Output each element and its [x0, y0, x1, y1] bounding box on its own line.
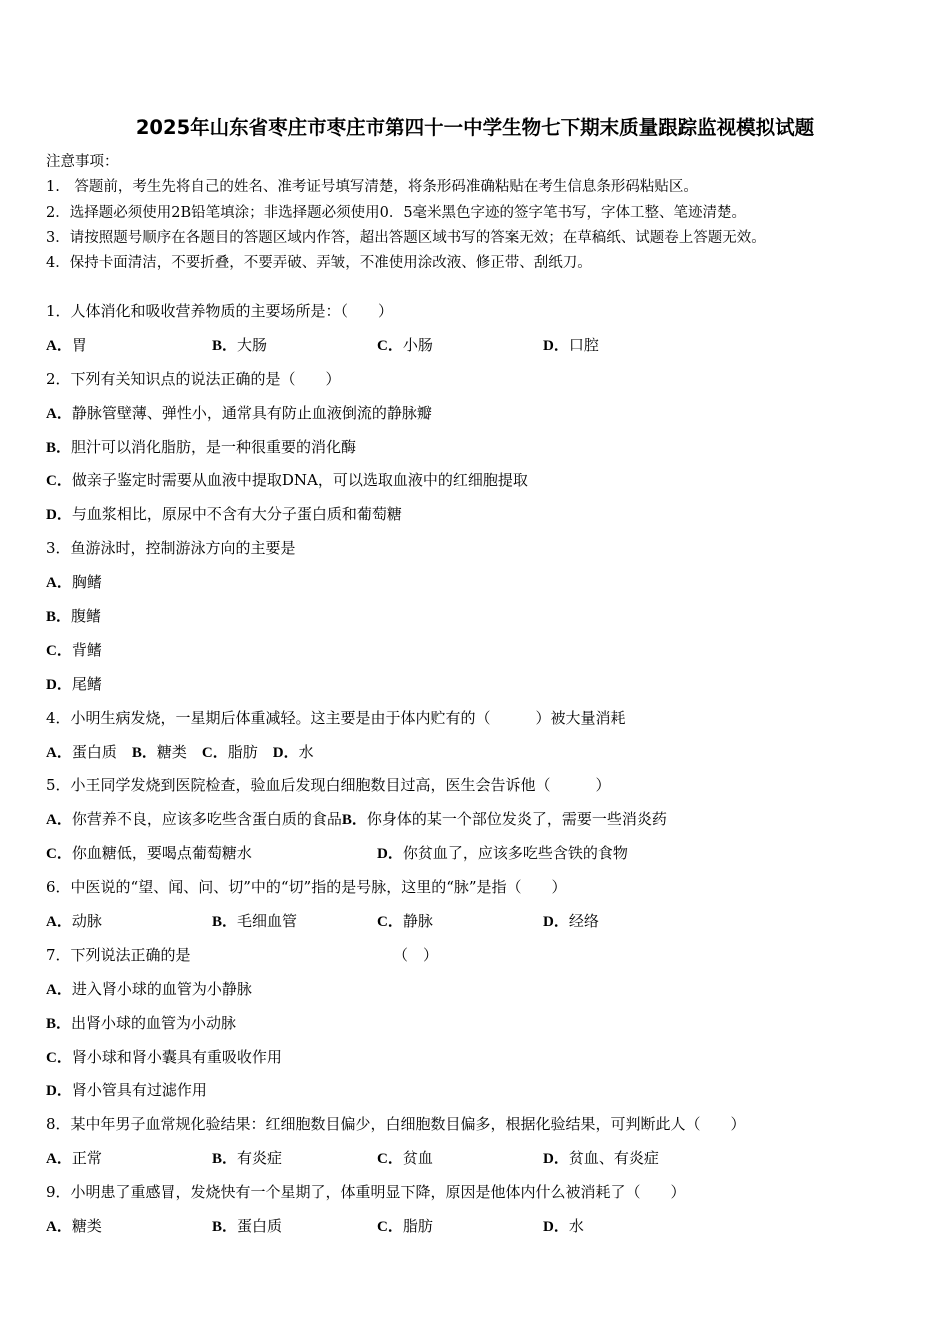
- option-row: [46, 1144, 926, 1178]
- option-b: B．有炎症: [212, 1149, 283, 1168]
- option-b: B．胆汁可以消化脂肪，是一种很重要的消化酶: [46, 437, 357, 456]
- option-c: C．静脉: [377, 912, 433, 931]
- option-d: D．尾鳍: [46, 674, 102, 693]
- question-stem: 5．小王同学发烧到医院检查，验血后发现白细胞数目过高，医生会告诉他（ ）: [46, 776, 611, 795]
- option-b: B．糖类: [131, 742, 202, 761]
- option-row: [46, 907, 926, 941]
- option-d: D．口腔: [543, 335, 599, 354]
- option-a: A．静脉管壁薄、弹性小，通常具有防止血液倒流的静脉瓣: [46, 403, 432, 422]
- option-a: A．进入肾小球的血管为小静脉: [46, 979, 252, 998]
- option-c: C．背鳍: [46, 640, 102, 659]
- notice-item: 3．请按照题号顺序在各题目的答题区域内作答，超出答题区域书写的答案无效；在草稿纸、试题卷上答题无效。: [46, 229, 766, 246]
- option-d: D．水: [272, 742, 314, 761]
- option-d: D．与血浆相比，原尿中不含有大分子蛋白质和葡萄糖: [46, 505, 402, 524]
- option-row: [46, 1212, 926, 1246]
- option-row: [46, 331, 926, 365]
- question-stem: 2．下列有关知识点的说法正确的是（ ）: [46, 369, 341, 388]
- option-a: A．胃: [46, 335, 87, 354]
- question-stem: 4．小明生病发烧，一星期后体重减轻。这主要是由于体内贮有的（ ）被大量消耗: [46, 708, 626, 727]
- option-row: [46, 805, 926, 839]
- page-title: 2025年山东省枣庄市枣庄市第四十一中学生物七下期末质量跟踪监视模拟试题: [135, 116, 815, 139]
- option-d: D．贫血、有炎症: [543, 1149, 659, 1168]
- option-a: A．正常: [46, 1149, 102, 1168]
- option-c: C．做亲子鉴定时需要从血液中提取DNA，可以选取血液中的红细胞提取: [46, 471, 528, 490]
- notice-item: 1. 答题前，考生先将自己的姓名、准考证号填写清楚，将条形码准确粘贴在考生信息条形码粘贴区。: [46, 179, 698, 196]
- question-list: [46, 297, 926, 1246]
- option-row: [46, 738, 926, 772]
- option-a: A．你营养不良，应该多吃些含蛋白质的食品: [46, 810, 342, 829]
- notice-item: 4．保持卡面清洁，不要折叠，不要弄破、弄皱，不准使用涂改液、修正带、刮纸刀。: [46, 255, 592, 272]
- option-b: B．腹鳍: [46, 607, 102, 626]
- option-c: C．脂肪: [377, 1217, 433, 1236]
- option-a: A．蛋白质: [46, 742, 132, 761]
- option-c: C．小肠: [377, 335, 433, 354]
- option-a: A．胸鳍: [46, 573, 102, 592]
- option-a: A．动脉: [46, 912, 102, 931]
- option-c: C．你血糖低，要喝点葡萄糖水: [46, 844, 252, 863]
- question-stem: 3．鱼游泳时，控制游泳方向的主要是: [46, 539, 296, 558]
- option-b: B．你身体的某一个部位发炎了，需要一些消炎药: [341, 810, 667, 829]
- notice-item: 2．选择题必须使用2B铅笔填涂；非选择题必须使用0．5毫米黑色字迹的签字笔书写，字体工整、笔迹清楚。: [46, 204, 747, 221]
- question-stem: 7．下列说法正确的是 （ ）: [46, 945, 439, 964]
- option-a: A．糖类: [46, 1217, 102, 1236]
- question-stem: 6．中医说的“望、闻、问、切”中的“切”指的是号脉，这里的“脉”是指（ ）: [46, 878, 567, 897]
- option-c: C．肾小球和肾小囊具有重吸收作用: [46, 1047, 282, 1066]
- notice-heading: 注意事项：: [46, 154, 119, 170]
- option-row: [46, 839, 926, 873]
- question-stem: 8．某中年男子血常规化验结果：红细胞数目偏少，白细胞数目偏多，根据化验结果，可判断此人（ ）: [46, 1115, 746, 1134]
- option-b: B．出肾小球的血管为小动脉: [46, 1013, 237, 1032]
- option-d: D．你贫血了，应该多吃些含铁的食物: [377, 844, 628, 863]
- option-d: D．经络: [543, 912, 599, 931]
- notice-section: [46, 150, 926, 276]
- question-stem: 1．人体消化和吸收营养物质的主要场所是：（ ）: [46, 302, 394, 320]
- option-b: B．大肠: [212, 335, 268, 354]
- option-b: B．毛细血管: [212, 912, 298, 931]
- option-d: D．水: [543, 1217, 584, 1236]
- option-c: C．贫血: [377, 1149, 433, 1168]
- question-stem: 9．小明患了重感冒，发烧快有一个星期了，体重明显下降，原因是他体内什么被消耗了（ ）: [46, 1183, 686, 1202]
- option-b: B．蛋白质: [212, 1217, 283, 1236]
- option-c: C．脂肪: [201, 742, 273, 761]
- option-d: D．肾小管具有过滤作用: [46, 1081, 207, 1100]
